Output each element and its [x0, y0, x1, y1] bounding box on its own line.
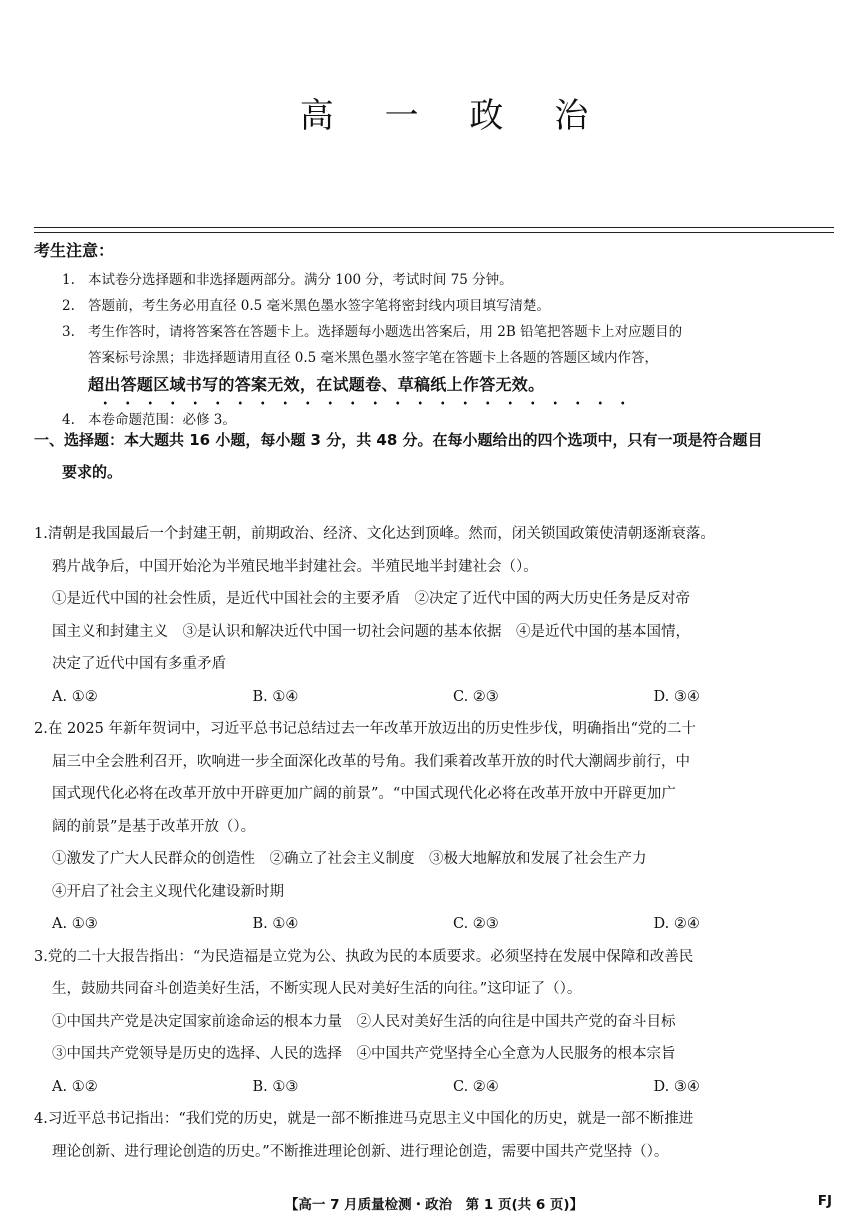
answer-option[interactable]: D. ②④: [653, 916, 700, 932]
question-stem-line: 理论创新、进行理论创造的历史。”不断推进理论创新、进行理论创造，需要中国共产党坚持（）。: [52, 1143, 669, 1160]
notice-item-number: 3.: [62, 324, 75, 340]
question-stem-line: 阔的前景”是基于改革开放（）。: [52, 818, 256, 835]
notice-item-text: 答题前，考生务必用直径 0.5 毫米黑色墨水签字笔将密封线内项目填写清楚。: [88, 298, 551, 314]
header-divider-thin: [34, 232, 834, 233]
notice-item-text: 本卷命题范围：必修 3。: [88, 412, 236, 428]
notice-item-number: 4.: [62, 412, 75, 428]
question-stem-line: 鸦片战争后，中国开始沦为半殖民地半封建社会。半殖民地半封建社会（）。: [52, 558, 538, 575]
answer-option[interactable]: A. ①③: [52, 916, 98, 932]
candidate-notice: [34, 238, 834, 433]
notice-item: [34, 319, 834, 345]
notice-item-number: 2.: [62, 298, 75, 314]
header-divider-thick: [34, 227, 834, 228]
answer-option[interactable]: D. ③④: [653, 688, 700, 705]
question-statement-line: ①激发了广大人民群众的创造性 ②确立了社会主义制度 ③极大地解放和发展了社会生产力: [52, 851, 647, 867]
page-footer: 【高一 7 月质量检测・政治 第 1 页(共 6 页)】: [284, 1197, 584, 1213]
answer-options: [34, 1071, 836, 1104]
exam-title: 高 一 政 治: [299, 96, 609, 136]
question-statement-line: ③中国共产党领导是历史的选择、人民的选择 ④中国共产党坚持全心全意为人民服务的根本宗旨: [52, 1046, 676, 1062]
question-statement-line: 国主义和封建主义 ③是认识和解决近代中国一切社会问题的基本依据 ④是近代中国的基本国情，: [52, 623, 690, 640]
answer-option[interactable]: C. ②④: [453, 1078, 499, 1095]
emphasis-dot-marks: [88, 399, 634, 407]
notice-item: [34, 293, 834, 319]
question-stem-line: 届三中全会胜利召开，吹响进一步全面深化改革的号角。我们乘着改革开放的时代大潮阔步前行，中: [52, 753, 690, 770]
answer-option[interactable]: B. ①③: [252, 1078, 299, 1095]
section-instructions: [34, 424, 834, 488]
question-stem-line: 1.清朝是我国最后一个封建王朝，前期政治、经济、文化达到顶峰。然而，闭关锁国政策使清朝逐渐衰落。: [34, 526, 715, 542]
answer-option[interactable]: D. ③④: [653, 1078, 700, 1095]
question: [34, 1103, 836, 1168]
answer-option[interactable]: C. ②③: [453, 916, 499, 932]
question: [34, 941, 836, 1104]
question-statement-line: ④开启了社会主义现代化建设新时期: [52, 883, 284, 900]
footer-code: FJ: [817, 1193, 832, 1209]
question: [34, 713, 836, 941]
notice-item: [34, 267, 834, 293]
answer-options: [34, 681, 836, 714]
notice-heading: 考生注意：: [34, 241, 115, 260]
question-stem-line: 2.在 2025 年新年贺词中，习近平总书记总结过去一年改革开放迈出的历史性步伐，明确指出“党的二十: [34, 721, 696, 737]
question-statement-line: 决定了近代中国有多重矛盾: [52, 656, 226, 672]
question-stem-line: 3.党的二十大报告指出：“为民造福是立党为公、执政为民的本质要求。必须坚持在发展中保障和改善民: [34, 948, 694, 965]
notice-item-text: 考生作答时，请将答案答在答题卡上。选择题每小题选出答案后，用 2B 铅笔把答题卡上对应题目的: [88, 324, 683, 340]
question-stem-line: 生，鼓励共同奋斗创造美好生活，不断实现人民对美好生活的向往。”这印证了（）。: [52, 981, 582, 997]
answer-options: [34, 908, 836, 941]
notice-item-number: 1.: [62, 272, 75, 288]
answer-option[interactable]: B. ①④: [252, 688, 299, 705]
question-stem-line: 国式现代化必将在改革开放中开辟更加广阔的前景”。“中国式现代化必将在改革开放中开辟更加广: [52, 786, 676, 802]
notice-item-text: 本试卷分选择题和非选择题两部分。满分 100 分，考试时间 75 分钟。: [88, 272, 513, 288]
question-stem-line: 4.习近平总书记指出：“我们党的历史，就是一部不断推进马克思主义中国化的历史，就是一部不断推进: [34, 1111, 694, 1127]
answer-option[interactable]: A. ①②: [52, 1078, 98, 1095]
question-list: [34, 518, 836, 1168]
section-heading: 一、选择题：本大题共 16 小题，每小题 3 分，共 48 分。在每小题给出的四个选项中，只有一项是符合题目: [34, 431, 763, 449]
question: [34, 518, 836, 713]
answer-option[interactable]: C. ②③: [453, 688, 499, 705]
notice-item-continuation: 答案标号涂黑；非选择题请用直径 0.5 毫米黑色墨水签字笔在答题卡上各题的答题区域内作答，: [88, 350, 659, 366]
notice-emphasis: 超出答题区域书写的答案无效，在试题卷、草稿纸上作答无效。: [88, 375, 545, 394]
answer-option[interactable]: A. ①②: [52, 688, 98, 705]
section-heading-continuation: 要求的。: [62, 463, 123, 481]
question-statement-line: ①中国共产党是决定国家前途命运的根本力量 ②人民对美好生活的向往是中国共产党的奋斗目标: [52, 1013, 676, 1030]
question-statement-line: ①是近代中国的社会性质，是近代中国社会的主要矛盾 ②决定了近代中国的两大历史任务是反对帝: [52, 591, 690, 607]
answer-option[interactable]: B. ①④: [252, 916, 299, 932]
